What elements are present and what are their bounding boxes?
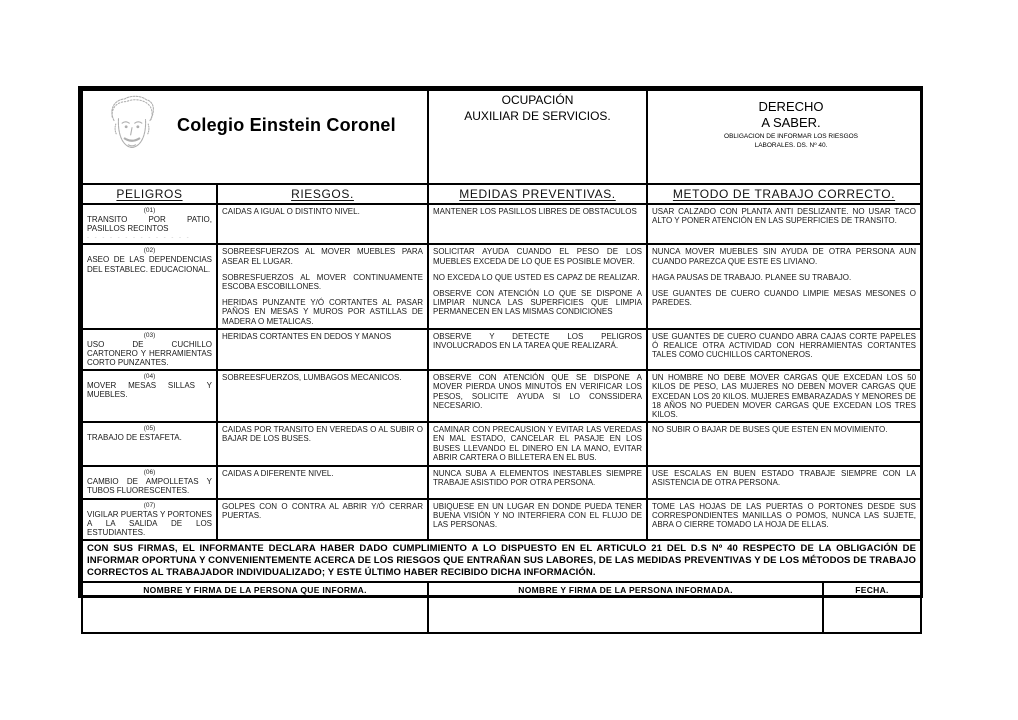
right-to-know-note-2: LABORALES. DS. Nº 40. bbox=[754, 141, 828, 149]
riesgos-cell bbox=[217, 329, 428, 371]
school-name: Colegio Einstein Coronel bbox=[177, 114, 396, 135]
column-header-medidas: MEDIDAS PREVENTIVAS. bbox=[428, 184, 647, 204]
medidas-cell bbox=[428, 499, 647, 541]
right-to-know-subtitle: A SABER. bbox=[761, 115, 821, 131]
signature-informer-cell[interactable] bbox=[82, 582, 428, 633]
peligro-text: ASEO DE LAS DEPENDENCIAS DEL ESTABLEC. EDUCACIONAL. bbox=[87, 255, 212, 274]
right-to-know-title: DERECHO bbox=[758, 99, 824, 114]
table-footer bbox=[82, 540, 921, 633]
risk-row bbox=[82, 499, 921, 541]
risk-rows bbox=[82, 204, 921, 540]
right-to-know-cell bbox=[647, 90, 921, 184]
cell-paragraph: UBIQUESE EN UN LUGAR EN DONDE PUEDA TENER BUENA VISIÓN Y NO INTERFIERA CON EL FLUJO DE LAS PERSONAS. bbox=[433, 501, 643, 529]
medidas-cell bbox=[428, 466, 647, 498]
cell-paragraph: NUNCA SUBA A ELEMENTOS INESTABLES SIEMPRE TRABAJE ASISTIDO POR OTRA PERSONA. bbox=[433, 469, 643, 488]
risk-information-form bbox=[78, 86, 923, 598]
column-header-metodo: METODO DE TRABAJO CORRECTO. bbox=[647, 184, 921, 204]
risk-row bbox=[82, 466, 921, 498]
row-number: (07) bbox=[143, 501, 156, 509]
cell-paragraph: CAIDAS A DIFERENTE NIVEL. bbox=[222, 469, 334, 479]
metodo-cell bbox=[647, 244, 921, 328]
cell-paragraph: USE GUANTES DE CUERO CUANDO LIMPIE MESAS MESONES O PAREDES. bbox=[652, 288, 917, 308]
cell-paragraph: SOLICITAR AYUDA CUANDO EL PESO DE LOS MUEBLES EXCEDA DE LO QUE ES POSIBLE MOVER. bbox=[433, 247, 643, 266]
metodo-cell bbox=[647, 422, 921, 466]
cell-paragraph: USE GUANTES DE CUERO CUANDO ABRA CAJAS CORTE PAPELES Ó REALICE OTRA ACTIVIDAD CON HERRAMIENTAS CORTANTES TALES COMO CUCHILLOS CARTONEROS. bbox=[652, 331, 917, 360]
row-number: (03) bbox=[143, 331, 156, 339]
row-number: (04) bbox=[143, 373, 156, 381]
cell-paragraph: USE ESCALAS EN BUEN ESTADO TRABAJE SIEMPRE CON LA ASISTENCIA DE OTRA PERSONA. bbox=[652, 469, 917, 488]
cell-paragraph: CAIDAS POR TRANSITO EN VEREDAS O AL SUBIR O BAJAR DE LOS BUSES. bbox=[222, 425, 424, 444]
right-to-know-block bbox=[676, 99, 906, 150]
column-header-riesgos: RIESGOS. bbox=[217, 184, 428, 204]
peligro-cell bbox=[82, 244, 217, 328]
peligro-cell bbox=[82, 422, 217, 466]
risk-row bbox=[82, 422, 921, 466]
cell-paragraph: HAGA PAUSAS DE TRABAJO. PLANEE SU TRABAJO. bbox=[652, 272, 852, 282]
signature-informed-cell[interactable] bbox=[428, 582, 823, 633]
peligro-text: TRANSITO POR PATIO, PASILLOS RECINTOS bbox=[87, 215, 212, 234]
riesgos-cell bbox=[217, 499, 428, 541]
riesgos-cell bbox=[217, 370, 428, 422]
medidas-cell bbox=[428, 204, 647, 244]
school-header-cell bbox=[82, 90, 428, 184]
medidas-cell bbox=[428, 244, 647, 328]
row-number: (05) bbox=[143, 425, 156, 433]
risk-row bbox=[82, 329, 921, 371]
riesgos-cell bbox=[217, 422, 428, 466]
peligro-text: VIGILAR PUERTAS Y PORTONES A LA SALIDA DE LOS ESTUDIANTES. bbox=[87, 509, 212, 537]
declaration-text: CON SUS FIRMAS, EL INFORMANTE DECLARA HABER DADO CUMPLIMIENTO A LO DISPUESTO EN EL ARTICULO 21 DEL D.S Nº 40 RESPECTO DE LA OBLIGACIÓN DE INFORMAR OPORTUNA Y CONVENIENTEMENTE ACERCA DE LOS RIESGOS QUE ENTRAÑAN SUS LABORES, DE LAS MEDIDAS PREVENTIVAS Y DE LOS MÉTODOS DE TRABAJO CORRECTOS AL TRABAJADOR INDIVIDUALIZADO; Y ESTE ÚLTIMO HABER RECIBIDO DICHA INFORMACIÓN. bbox=[87, 543, 917, 578]
risk-row bbox=[82, 244, 921, 328]
cell-paragraph: NUNCA MOVER MUEBLES SIN AYUDA DE OTRA PERSONA AUN CUANDO PAREZCA QUE ESTE ES LIVIANO. bbox=[652, 247, 917, 266]
cell-paragraph: NO SUBIR O BAJAR DE BUSES QUE ESTEN EN MOVIMIENTO. bbox=[652, 425, 888, 435]
peligro-cell bbox=[82, 499, 217, 541]
right-to-know-note-1: OBLIGACION DE INFORMAR LOS RIESGOS bbox=[724, 132, 859, 140]
risk-table bbox=[81, 89, 922, 634]
row-number: (01) bbox=[143, 207, 156, 214]
riesgos-cell bbox=[217, 204, 428, 244]
date-cell[interactable] bbox=[823, 582, 921, 633]
medidas-cell bbox=[428, 422, 647, 466]
medidas-cell bbox=[428, 329, 647, 371]
peligro-cell bbox=[82, 329, 217, 371]
cell-paragraph: OBSERVE CON ATENCIÓN LO QUE SE DISPONE A LIMPIAR NUNCA LAS SUPERFICIES QUE LIMPIA PERMANECEN EN LAS MISMAS CONDICIONES bbox=[433, 288, 643, 317]
cell-paragraph: TOME LAS HOJAS DE LAS PUERTAS O PORTONES DESDE SUS CORRESPONDIENTES MANILLAS O POMOS, NUNCA LAS SUJETE, ABRA O CIERRE TOMADO LA HOJA DE ELLAS. bbox=[652, 501, 917, 529]
peligro-cell bbox=[82, 370, 217, 422]
row-number: (06) bbox=[143, 469, 156, 477]
cell-paragraph: MANTENER LOS PASILLOS LIBRES DE OBSTACULOS bbox=[433, 207, 637, 216]
redacted-text: - - - - - - - - - - - - - - bbox=[87, 235, 191, 242]
cell-paragraph: OBSERVE Y DETECTE LOS PELIGROS INVOLUCRADOS EN LA TAREA QUE REALIZARÁ. bbox=[433, 331, 643, 350]
metodo-cell bbox=[647, 499, 921, 541]
table-header-band bbox=[82, 90, 921, 204]
peligro-cell bbox=[82, 466, 217, 498]
riesgos-cell bbox=[217, 244, 428, 328]
cell-paragraph: OBSERVE CON ATENCIÓN QUE SE DISPONE A MOVER PIERDA UNOS MINUTOS EN VERIFICAR LOS PESOS, SOLICITE AYUDA SI LO CONSSIDERA NECESARIO. bbox=[433, 373, 643, 410]
metodo-cell bbox=[647, 370, 921, 422]
cell-paragraph: CAIDAS A IGUAL O DISTINTO NIVEL. bbox=[222, 207, 360, 216]
cell-paragraph: SOBRESFUERZOS AL MOVER CONTINUAMENTE ESCOBA ESCOBILLONES. bbox=[222, 272, 424, 291]
signature-informer-label: NOMBRE Y FIRMA DE LA PERSONA QUE INFORMA. bbox=[143, 584, 367, 595]
metodo-cell bbox=[647, 466, 921, 498]
metodo-cell bbox=[647, 329, 921, 371]
riesgos-cell bbox=[217, 466, 428, 498]
peligro-text: CAMBIO DE AMPOLLETAS Y TUBOS FLUORESCENTES. bbox=[87, 477, 212, 496]
cell-paragraph: HERIDAS CORTANTES EN DEDOS Y MANOS bbox=[222, 331, 392, 341]
occupation-subtitle: AUXILIAR DE SERVICIOS. bbox=[464, 108, 611, 123]
column-header-peligros: PELIGROS bbox=[82, 184, 217, 204]
cell-paragraph: CAMINAR CON PRECAUSION Y EVITAR LAS VEREDAS EN MAL ESTADO, CANCELAR EL PASAJE EN LOS BUSES LLEVANDO EL DINERO EN LA MANO, EVITAR ABRIR CARTERA O BILLETERA EN EL BUS. bbox=[433, 425, 643, 462]
occupation-cell bbox=[428, 90, 647, 184]
cell-paragraph: SOBREESFUERZOS, LUMBAGOS MECANICOS. bbox=[222, 373, 402, 383]
date-label: FECHA. bbox=[855, 584, 889, 595]
row-number: (02) bbox=[143, 247, 156, 255]
risk-row bbox=[82, 204, 921, 244]
occupation-title: OCUPACIÓN bbox=[501, 93, 574, 107]
declaration-cell bbox=[82, 540, 921, 582]
peligro-cell bbox=[82, 204, 217, 244]
cell-paragraph: GOLPES CON O CONTRA AL ABRIR Y/Ó CERRAR PUERTAS. bbox=[222, 501, 424, 520]
peligro-text: USO DE CUCHILLO CARTONERO Y HERRAMIENTAS CORTO PUNZANTES. bbox=[87, 339, 212, 368]
metodo-cell bbox=[647, 204, 921, 244]
signature-informed-label: NOMBRE Y FIRMA DE LA PERSONA INFORMADA. bbox=[518, 584, 733, 595]
peligro-text: MOVER MESAS SILLAS Y MUEBLES. bbox=[87, 381, 212, 400]
risk-row bbox=[82, 370, 921, 422]
brand-block bbox=[87, 93, 423, 157]
medidas-cell bbox=[428, 370, 647, 422]
cell-paragraph: SOBREESFUERZOS AL MOVER MUEBLES PARA ASEAR EL LUGAR. bbox=[222, 247, 424, 266]
cell-paragraph: HERIDAS PUNZANTE Y/Ó CORTANTES AL PASAR PAÑOS EN MESAS Y MUROS POR ASTILLAS DE MADERA O METALICAS. bbox=[222, 298, 424, 326]
peligro-text: TRABAJO DE ESTAFETA. bbox=[87, 433, 182, 443]
einstein-logo-icon bbox=[105, 93, 159, 157]
cell-paragraph: NO EXCEDA LO QUE USTED ES CAPAZ DE REALIZAR. bbox=[433, 272, 640, 282]
cell-paragraph: UN HOMBRE NO DEBE MOVER CARGAS QUE EXCEDAN LOS 50 KILOS DE PESO, LAS MUJERES NO DEBEN MOVER CARGAS QUE EXCEDAN LOS 20 KILOS. MUJERES EMBARAZADAS Y MENORES DE 18 AÑOS NO PUEDEN MOVER CARGAS QUE EXCEDAN LOS TRES KILOS. bbox=[652, 373, 917, 419]
cell-paragraph: USAR CALZADO CON PLANTA ANTI DESLIZANTE. NO USAR TACO ALTO Y PONER ATENCIÓN EN LAS SUPERFICIES DE TRANSITO. bbox=[652, 207, 917, 226]
